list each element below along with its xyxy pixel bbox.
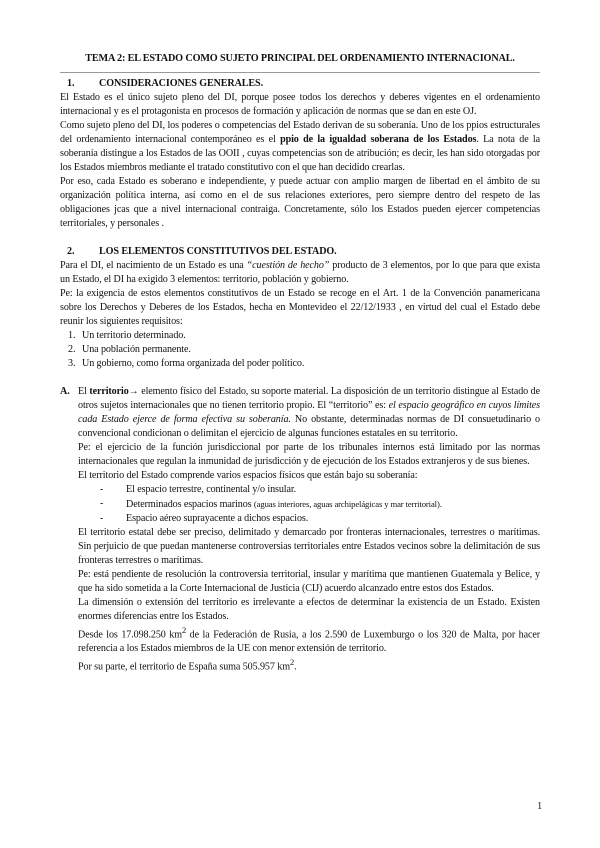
text-run: producto de 3 elementos, por lo que para que exista un Estado, el DI ha exigido 3 elementos: territorio, población y gobierno. — [60, 260, 540, 285]
section-2-paragraph-2: Pe: la exigencia de estos elementos constitutivos de un Estado se recoge en el Art. 1 de la Convención panamericana sobre los Derechos y Deberes de los Estados, hecha en Montevideo el 22/12/1933 , en virtud del cual el Estado debe reunir los siguientes requisitos: — [60, 288, 540, 327]
subsection-a-paragraph-4: El territorio estatal debe ser preciso, delimitado y demarcado por fronteras internacionales, terrestres o marítimas. Sin perjuicio de que puedan mantenerse controversias territoriales entre Estados vecinos sobre la delimitación de sus fronteras terrestres o marítimas. — [78, 527, 540, 566]
emphasis-quote: “cuestión de hecho” — [246, 260, 330, 271]
section-2-title: LOS ELEMENTOS CONSTITUTIVOS DEL ESTADO. — [99, 246, 337, 257]
subsection-a-paragraph-3: El territorio del Estado comprende varios espacios físicos que están bajo su soberanía: — [78, 470, 418, 481]
list-text: El espacio terrestre, continental y/o insular. — [126, 484, 297, 495]
text-run: . — [294, 661, 297, 673]
list-item — [100, 497, 540, 512]
text-run: de la Federación de Rusia, a los 2.590 de Luxemburgo o los 320 de Malta, por hacer referencia a los Estados miembros de la UE con menor extensión de territorio. — [78, 629, 540, 655]
subsection-a-paragraph-6: La dimensión o extensión del territorio es irrelevante a efectos de determinar la existencia de un Estado. Existen enormes diferencias entre los Estados. — [78, 597, 540, 622]
emphasis-definition: el espacio geográfico en cuyos límites cada Estado ejerce de forma efectiva su soberanía. — [78, 400, 540, 425]
superscript: 2 — [289, 658, 295, 668]
title-divider — [60, 72, 540, 73]
document-title: TEMA 2: EL ESTADO COMO SUJETO PRINCIPAL DEL ORDENAMIENTO INTERNACIONAL. — [85, 53, 515, 64]
text-run: Para el DI, el nacimiento de un Estado es una — [60, 260, 247, 271]
text-run: elemento físico del Estado, su soporte material. La disposición de un territorio distingue al Estado de otros sujetos internacionales que no tienen territorio propio. El “territorio” es: — [78, 386, 540, 411]
spaces-list — [78, 483, 540, 526]
section-1-paragraph-3: Por eso, cada Estado es soberano e independiente, y puede actuar con amplio margen de libertad en el ámbito de su organización política interna, así como en el de sus relaciones exteriores, pero siempre dentro del respeto de las obligaciones jcas que a nivel internacional contraiga. Concretamente, sólo los Estados pueden ejercer competencias territoriales, y personales . — [60, 176, 540, 229]
list-text: Determinados espacios marinos — [126, 499, 254, 510]
section-1-title: CONSIDERACIONES GENERALES. — [99, 78, 263, 89]
spacer — [60, 231, 540, 245]
section-2-heading — [60, 245, 540, 259]
subsection-a-paragraph-2: Pe: el ejercicio de la función jurisdiccional por parte de los tribunales internos está limitado por las normas internacionales que regulan la inmunidad de jurisdicción y de ejecución de los Estados extranjeros y de sus bienes. — [78, 442, 540, 467]
emphasis-territory: territorio — [89, 386, 129, 397]
superscript: 2 — [182, 626, 187, 635]
list-text: Un territorio determinado. — [82, 330, 186, 341]
subsection-a-paragraph-7 — [78, 624, 540, 656]
section-1-paragraph-2 — [60, 119, 540, 175]
text-run: No obstante, determinadas normas de DI consuetudinario o convencional condicionan o delimitan el ejercicio de algunas funciones estatales en su territorio. — [78, 414, 540, 439]
text-run: El — [78, 386, 90, 397]
section-2-number: 2. — [67, 246, 75, 257]
list-item — [100, 512, 540, 526]
text-run: Por su parte, el territorio de España suma 505.957 km — [78, 661, 290, 673]
page-number: 1 — [537, 801, 542, 812]
list-text: Una población permanente. — [82, 344, 191, 355]
section-1-number: 1. — [67, 78, 75, 89]
subsection-a-paragraph-5: Pe: está pendiente de resolución la controversia territorial, insular y marítima que mantienen Guatemala y Belice, y que ha sido sometida a la Corte Internacional de Justicia (CIJ) acuerdo alcanzado entre estos dos Estados. — [78, 569, 540, 594]
list-item — [60, 343, 540, 357]
list-note: (aguas interiores, aguas archipelágicas y mar territorial). — [253, 499, 442, 509]
list-number: 3. — [68, 358, 76, 369]
subsection-a-paragraph-1 — [78, 385, 540, 441]
requirements-list — [60, 329, 540, 371]
arrow-icon: → — [128, 386, 139, 397]
section-1-paragraph-1: El Estado es el único sujeto pleno del DI, porque posee todos los derechos y deberes vigentes en el ordenamiento internacional y es el protagonista en procesos de formación y aplicación de normas que se dan en este OJ. — [60, 92, 540, 117]
text-run: Desde los 17.098.250 km — [78, 629, 182, 641]
list-item — [60, 329, 540, 343]
list-number: 2. — [68, 344, 76, 355]
list-number: 1. — [68, 330, 76, 341]
list-text: Un gobierno, como forma organizada del poder político. — [82, 358, 305, 369]
list-item — [60, 357, 540, 371]
subsection-a — [60, 385, 540, 675]
subsection-letter: A. — [60, 386, 70, 397]
list-text: Espacio aéreo suprayacente a dichos espacios. — [126, 513, 309, 524]
emphasis-principle: ppio de la igualdad soberana de los Estados — [280, 134, 477, 145]
text-run: . La nota de la soberanía distingue a los Estados de las OOII , cuyas competencias son de atribución; es decir, les han sido otorgadas por los Estados miembros mediante el tratado constitutivo con el que han decidido crearlas. — [60, 134, 541, 173]
section-1-heading — [60, 77, 540, 91]
spacer — [60, 371, 540, 385]
text-run: Como sujeto pleno del DI, los poderes o competencias del Estado derivan de su soberanía. Uno de los ppios estructurales del ordenamiento internacional contemporáneo es el — [60, 120, 540, 145]
subsection-a-paragraph-8 — [78, 656, 540, 674]
section-2-paragraph-1 — [60, 259, 540, 287]
list-item — [100, 483, 540, 497]
